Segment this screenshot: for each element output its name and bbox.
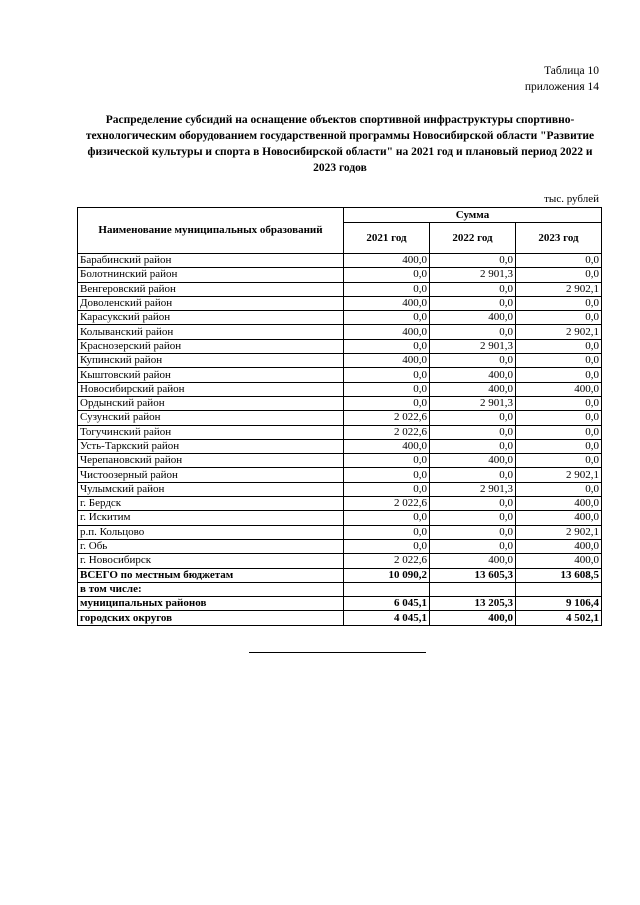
table-row <box>78 497 602 511</box>
row-value: 400,0 <box>344 354 430 368</box>
column-header-year: 2022 год <box>430 223 516 254</box>
row-value: 0,0 <box>430 325 516 339</box>
row-value: 2 022,6 <box>344 497 430 511</box>
row-name: г. Обь <box>78 539 344 553</box>
row-name: Венгеровский район <box>78 282 344 296</box>
row-value: 400,0 <box>430 611 516 625</box>
row-value: 0,0 <box>344 511 430 525</box>
row-name: в том числе: <box>78 582 344 596</box>
column-header-year: 2021 год <box>344 223 430 254</box>
row-value: 400,0 <box>516 539 602 553</box>
row-value: 0,0 <box>516 411 602 425</box>
row-value: 0,0 <box>344 382 430 396</box>
row-value: 0,0 <box>516 396 602 410</box>
row-value: 0,0 <box>516 311 602 325</box>
row-value <box>516 582 602 596</box>
row-value: 2 901,3 <box>430 396 516 410</box>
row-value: 2 901,3 <box>430 268 516 282</box>
row-value: 0,0 <box>430 497 516 511</box>
row-value: 400,0 <box>430 311 516 325</box>
row-name: Кыштовский район <box>78 368 344 382</box>
row-value: 0,0 <box>430 425 516 439</box>
row-value: 0,0 <box>344 339 430 353</box>
row-value: 0,0 <box>430 282 516 296</box>
table-row <box>78 311 602 325</box>
row-value: 4 045,1 <box>344 611 430 625</box>
row-value: 0,0 <box>430 296 516 310</box>
table-row <box>78 554 602 568</box>
row-value <box>430 582 516 596</box>
row-value: 0,0 <box>516 439 602 453</box>
row-value: 0,0 <box>516 354 602 368</box>
table-row <box>78 411 602 425</box>
table-reference <box>525 63 599 95</box>
table-row <box>78 611 602 625</box>
table-row <box>78 539 602 553</box>
table-row <box>78 511 602 525</box>
row-value: 10 090,2 <box>344 568 430 582</box>
units-label: тыс. рублей <box>544 193 599 205</box>
row-value: 2 902,1 <box>516 468 602 482</box>
row-name: Чистоозерный район <box>78 468 344 482</box>
row-value: 2 022,6 <box>344 554 430 568</box>
row-value: 400,0 <box>516 497 602 511</box>
row-value: 2 901,3 <box>430 339 516 353</box>
row-name: Карасукский район <box>78 311 344 325</box>
row-value: 400,0 <box>344 254 430 268</box>
table-number: Таблица 10 <box>544 65 599 77</box>
table-row <box>78 525 602 539</box>
table-row <box>78 454 602 468</box>
row-value: 0,0 <box>516 268 602 282</box>
row-value: 0,0 <box>516 339 602 353</box>
row-value: 0,0 <box>344 311 430 325</box>
row-value: 0,0 <box>344 482 430 496</box>
row-value: 0,0 <box>516 254 602 268</box>
row-value: 6 045,1 <box>344 597 430 611</box>
row-value: 0,0 <box>430 354 516 368</box>
table-row <box>78 268 602 282</box>
table-row <box>78 254 602 268</box>
subsidies-table <box>77 207 602 626</box>
row-name: Усть-Таркский район <box>78 439 344 453</box>
row-name: г. Искитим <box>78 511 344 525</box>
row-value: 2 902,1 <box>516 325 602 339</box>
row-value: 400,0 <box>516 554 602 568</box>
document-title: Распределение субсидий на оснащение объектов спортивной инфраструктуры спортивно-технологическим оборудованием государственной программы Новосибирской области "Развитие физической культуры и спорта в Новосибирской области" на 2021 год и плановый период 2022 и 2023 годов <box>85 114 595 174</box>
row-value: 0,0 <box>344 268 430 282</box>
row-value: 0,0 <box>516 368 602 382</box>
row-value: 400,0 <box>430 454 516 468</box>
row-value: 0,0 <box>516 296 602 310</box>
row-value: 2 901,3 <box>430 482 516 496</box>
row-value: 2 902,1 <box>516 282 602 296</box>
table-row <box>78 396 602 410</box>
row-value: 400,0 <box>516 511 602 525</box>
table-row <box>78 296 602 310</box>
row-name: Тогучинский район <box>78 425 344 439</box>
row-name: Купинский район <box>78 354 344 368</box>
table-row <box>78 368 602 382</box>
appendix-number: приложения 14 <box>524 81 599 93</box>
row-name: р.п. Кольцово <box>78 525 344 539</box>
row-value: 2 902,1 <box>516 525 602 539</box>
row-value: 4 502,1 <box>516 611 602 625</box>
row-value: 0,0 <box>430 525 516 539</box>
row-name: г. Новосибирск <box>78 554 344 568</box>
row-name: Доволенский район <box>78 296 344 310</box>
row-value: 0,0 <box>344 468 430 482</box>
column-header-year: 2023 год <box>516 223 602 254</box>
row-value: 2 022,6 <box>344 411 430 425</box>
row-name: Ордынский район <box>78 396 344 410</box>
row-value: 0,0 <box>430 411 516 425</box>
row-value: 0,0 <box>344 525 430 539</box>
row-value: 13 608,5 <box>516 568 602 582</box>
separator-line <box>249 652 426 653</box>
row-value: 400,0 <box>516 382 602 396</box>
row-name: городских округов <box>78 611 344 625</box>
row-value: 0,0 <box>344 282 430 296</box>
table-row <box>78 425 602 439</box>
table-row <box>78 325 602 339</box>
row-value: 400,0 <box>344 325 430 339</box>
row-value: 0,0 <box>344 539 430 553</box>
row-value: 13 605,3 <box>430 568 516 582</box>
row-value: 0,0 <box>344 454 430 468</box>
table-row <box>78 597 602 611</box>
row-value: 400,0 <box>430 368 516 382</box>
row-value: 400,0 <box>344 439 430 453</box>
row-value: 400,0 <box>430 554 516 568</box>
row-value: 0,0 <box>430 439 516 453</box>
row-value: 0,0 <box>516 454 602 468</box>
row-value: 0,0 <box>344 396 430 410</box>
row-name: ВСЕГО по местным бюджетам <box>78 568 344 582</box>
row-value: 13 205,3 <box>430 597 516 611</box>
table-row <box>78 439 602 453</box>
row-name: Барабинский район <box>78 254 344 268</box>
table-row <box>78 482 602 496</box>
column-header-sum: Сумма <box>344 208 602 223</box>
row-value: 400,0 <box>430 382 516 396</box>
row-name: Краснозерский район <box>78 339 344 353</box>
table-row <box>78 568 602 582</box>
row-value: 9 106,4 <box>516 597 602 611</box>
row-value: 400,0 <box>344 296 430 310</box>
row-value: 0,0 <box>516 482 602 496</box>
row-value <box>344 582 430 596</box>
row-name: муниципальных районов <box>78 597 344 611</box>
row-name: Чулымский район <box>78 482 344 496</box>
table-row <box>78 582 602 596</box>
table-row <box>78 468 602 482</box>
column-header-name: Наименование муниципальных образований <box>78 208 344 254</box>
row-value: 0,0 <box>430 254 516 268</box>
table-row <box>78 282 602 296</box>
row-name: Черепановский район <box>78 454 344 468</box>
table-row <box>78 382 602 396</box>
row-value: 0,0 <box>430 468 516 482</box>
row-name: Сузунский район <box>78 411 344 425</box>
row-value: 2 022,6 <box>344 425 430 439</box>
table-row <box>78 339 602 353</box>
row-name: Колыванский район <box>78 325 344 339</box>
table-row <box>78 354 602 368</box>
row-value: 0,0 <box>430 539 516 553</box>
row-name: Болотнинский район <box>78 268 344 282</box>
row-name: Новосибирский район <box>78 382 344 396</box>
row-name: г. Бердск <box>78 497 344 511</box>
row-value: 0,0 <box>344 368 430 382</box>
row-value: 0,0 <box>516 425 602 439</box>
row-value: 0,0 <box>430 511 516 525</box>
